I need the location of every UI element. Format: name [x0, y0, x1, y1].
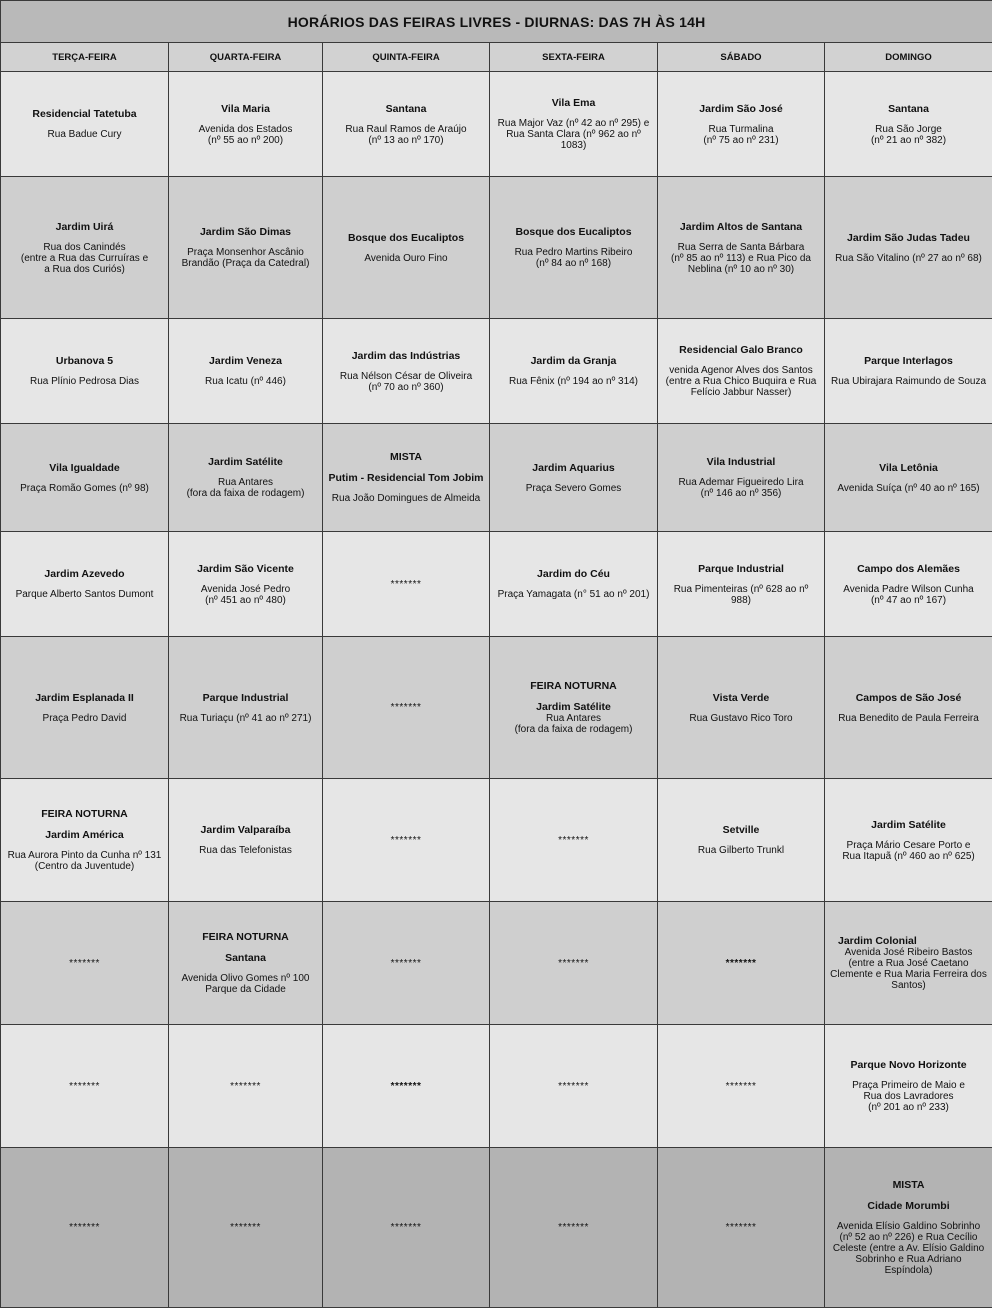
weekday-header-row [1, 43, 992, 72]
neighborhood-name: Jardim Colonial [830, 935, 987, 947]
schedule-row [1, 532, 992, 637]
neighborhood-name: Campos de São José [830, 692, 987, 704]
schedule-row [1, 72, 992, 177]
neighborhood-name: Jardim São Dimas [174, 226, 317, 238]
neighborhood-name: Urbanova 5 [6, 355, 163, 367]
fair-cell [658, 177, 825, 319]
fair-cell [1, 72, 169, 177]
schedule-row [1, 637, 992, 779]
no-fair-placeholder: ******* [558, 835, 589, 846]
neighborhood-name: Vista Verde [663, 692, 819, 704]
fair-cell [490, 319, 658, 424]
fair-cell [1, 779, 169, 902]
fair-cell [658, 637, 825, 779]
fair-address: Avenida Suíça (nº 40 ao nº 165) [830, 483, 987, 494]
fair-address: Praça Primeiro de Maio e Rua dos Lavradores (nº 201 ao nº 233) [830, 1080, 987, 1113]
schedule-row [1, 902, 992, 1025]
fair-type-label: MISTA [328, 451, 484, 463]
fair-address: Rua São Jorge (nº 21 ao nº 382) [830, 124, 987, 146]
fair-address: Rua Turiaçu (nº 41 ao nº 271) [174, 713, 317, 724]
fair-address: Rua Fênix (nº 194 ao nº 314) [495, 376, 652, 387]
fair-address: Rua Gilberto Trunkl [663, 845, 819, 856]
no-fair-placeholder: ******* [230, 1081, 261, 1092]
schedule-row [1, 1025, 992, 1148]
schedule-row [1, 177, 992, 319]
neighborhood-name: Vila Industrial [663, 456, 819, 468]
no-fair-placeholder: ******* [69, 958, 100, 969]
fair-cell [490, 177, 658, 319]
neighborhood-name: Jardim São José [663, 103, 819, 115]
fair-cell [169, 637, 323, 779]
no-fair-placeholder: ******* [391, 702, 422, 713]
neighborhood-name: Jardim do Céu [495, 568, 652, 580]
neighborhood-name: Vila Igualdade [6, 462, 163, 474]
fair-address: Rua dos Canindés (entre a Rua das Curruíras e a Rua dos Curiós) [6, 242, 163, 275]
fair-cell [323, 902, 490, 1025]
neighborhood-name: Parque Industrial [174, 692, 317, 704]
fair-cell [169, 532, 323, 637]
fair-address: Praça Yamagata (n° 51 ao nº 201) [495, 589, 652, 600]
no-fair-placeholder: ******* [69, 1081, 100, 1092]
fair-type-label: FEIRA NOTURNA [495, 680, 652, 692]
fair-type-label: FEIRA NOTURNA [6, 808, 163, 820]
fair-cell [490, 902, 658, 1025]
no-fair-placeholder: ******* [558, 1081, 589, 1092]
fair-cell [323, 424, 490, 532]
neighborhood-name: Santana [328, 103, 484, 115]
fair-cell [323, 532, 490, 637]
neighborhood-name: Jardim São Judas Tadeu [830, 232, 987, 244]
fair-cell [169, 902, 323, 1025]
no-fair-placeholder: ******* [726, 1222, 757, 1233]
neighborhood-name: Jardim Esplanada II [6, 692, 163, 704]
neighborhood-name: Vila Maria [174, 103, 317, 115]
neighborhood-name: Jardim Uirá [6, 221, 163, 233]
fair-address: Rua João Domingues de Almeida [328, 493, 484, 504]
fair-cell [825, 532, 992, 637]
fair-cell [1, 1025, 169, 1148]
neighborhood-name: Residencial Galo Branco [663, 344, 819, 356]
fair-cell [490, 779, 658, 902]
fair-cell [825, 779, 992, 902]
fair-cell [323, 779, 490, 902]
neighborhood-name: Vila Letônia [830, 462, 987, 474]
fair-address: Rua São Vitalino (nº 27 ao nº 68) [830, 253, 987, 264]
fair-cell [1, 177, 169, 319]
schedule-row [1, 779, 992, 902]
fair-address: Rua Serra de Santa Bárbara (nº 85 ao nº 113) e Rua Pico da Neblina (nº 10 ao nº 30) [663, 242, 819, 275]
neighborhood-name: Jardim Satélite [495, 701, 652, 713]
fair-address: Rua Nélson César de Oliveira (nº 70 ao nº 360) [328, 371, 484, 393]
neighborhood-name: Cidade Morumbi [830, 1200, 987, 1212]
fair-cell [323, 1025, 490, 1148]
fair-address: Rua Badue Cury [6, 129, 163, 140]
fair-address: Avenida Elísio Galdino Sobrinho (nº 52 ao nº 226) e Rua Cecílio Celeste (entre a Av. Elísio Galdino Sobrinho e Rua Adriano Espíndola) [830, 1221, 987, 1276]
neighborhood-name: Jardim Altos de Santana [663, 221, 819, 233]
fair-address: Rua Major Vaz (nº 42 ao nº 295) e Rua Santa Clara (nº 962 ao nº 1083) [495, 118, 652, 151]
no-fair-placeholder: ******* [391, 835, 422, 846]
fair-cell [825, 1025, 992, 1148]
fair-address: Rua Raul Ramos de Araújo (nº 13 ao nº 170) [328, 124, 484, 146]
fair-cell [658, 902, 825, 1025]
neighborhood-name: Santana [830, 103, 987, 115]
fair-address: Rua Pedro Martins Ribeiro (nº 84 ao nº 168) [495, 247, 652, 269]
fair-cell [169, 319, 323, 424]
fair-cell [1, 637, 169, 779]
neighborhood-name: Jardim América [6, 829, 163, 841]
schedule-row [1, 424, 992, 532]
neighborhood-name: Jardim Satélite [830, 819, 987, 831]
fair-cell [1, 532, 169, 637]
schedule-row [1, 319, 992, 424]
weekday-header: TERÇA-FEIRA [1, 43, 169, 72]
fair-cell [1, 902, 169, 1025]
fair-address: Avenida Olivo Gomes nº 100 Parque da Cidade [174, 973, 317, 995]
fair-cell [490, 72, 658, 177]
fair-cell [490, 637, 658, 779]
fair-address: Avenida José Ribeiro Bastos (entre a Rua José Caetano Clemente e Rua Maria Ferreira dos Santos) [830, 947, 987, 991]
fair-cell [323, 637, 490, 779]
fair-address: Parque Alberto Santos Dumont [6, 589, 163, 600]
fair-address: Rua Benedito de Paula Ferreira [830, 713, 987, 724]
fair-cell [1, 319, 169, 424]
fair-cell [490, 424, 658, 532]
no-fair-placeholder: ******* [726, 1081, 757, 1092]
fair-address: Praça Romão Gomes (nº 98) [6, 483, 163, 494]
weekday-header: QUARTA-FEIRA [169, 43, 323, 72]
fair-address: Rua Turmalina (nº 75 ao nº 231) [663, 124, 819, 146]
fair-address: Praça Mário Cesare Porto e Rua Itapuã (nº 460 ao nº 625) [830, 840, 987, 862]
no-fair-placeholder: ******* [69, 1222, 100, 1233]
fair-cell [658, 72, 825, 177]
fair-address: Rua das Telefonistas [174, 845, 317, 856]
neighborhood-name: Jardim das Indústrias [328, 350, 484, 362]
fair-cell [490, 532, 658, 637]
fair-cell [658, 779, 825, 902]
neighborhood-name: Jardim Satélite [174, 456, 317, 468]
fair-address: Avenida José Pedro (nº 451 ao nº 480) [174, 584, 317, 606]
neighborhood-name: Setville [663, 824, 819, 836]
fair-address: Praça Monsenhor Ascânio Brandão (Praça da Catedral) [174, 247, 317, 269]
fair-cell [825, 424, 992, 532]
fair-cell [169, 424, 323, 532]
no-fair-placeholder: ******* [558, 1222, 589, 1233]
fair-cell [490, 1025, 658, 1148]
neighborhood-name: Putim - Residencial Tom Jobim [328, 472, 484, 484]
neighborhood-name: Jardim da Granja [495, 355, 652, 367]
fair-address: Rua Plínio Pedrosa Dias [6, 376, 163, 387]
neighborhood-name: Bosque dos Eucaliptos [328, 232, 484, 244]
neighborhood-name: Parque Industrial [663, 563, 819, 575]
neighborhood-name: Jardim Veneza [174, 355, 317, 367]
fair-address: Rua Aurora Pinto da Cunha nº 131 (Centro da Juventude) [6, 850, 163, 872]
neighborhood-name: Vila Ema [495, 97, 652, 109]
fair-cell [658, 424, 825, 532]
weekday-header: QUINTA-FEIRA [323, 43, 490, 72]
no-fair-placeholder: ******* [391, 579, 422, 590]
neighborhood-name: Jardim Azevedo [6, 568, 163, 580]
fair-address: Rua Antares (fora da faixa de rodagem) [495, 713, 652, 735]
fair-cell [1, 424, 169, 532]
no-fair-placeholder: ******* [558, 958, 589, 969]
fair-address: Rua Gustavo Rico Toro [663, 713, 819, 724]
fair-cell [169, 1025, 323, 1148]
neighborhood-name: Parque Novo Horizonte [830, 1059, 987, 1071]
fair-cell [323, 319, 490, 424]
no-fair-placeholder: ******* [391, 1081, 422, 1092]
neighborhood-name: Parque Interlagos [830, 355, 987, 367]
fair-cell [825, 177, 992, 319]
neighborhood-name: Jardim São Vicente [174, 563, 317, 575]
weekday-header: SEXTA-FEIRA [490, 43, 658, 72]
neighborhood-name: Jardim Aquarius [495, 462, 652, 474]
table-title: HORÁRIOS DAS FEIRAS LIVRES - DIURNAS: DAS 7H ÀS 14H [1, 1, 992, 43]
neighborhood-name: Campo dos Alemães [830, 563, 987, 575]
fair-address: Rua Pimenteiras (nº 628 ao nº 988) [663, 584, 819, 606]
weekday-header: DOMINGO [825, 43, 992, 72]
fair-cell [658, 319, 825, 424]
fair-cell [323, 72, 490, 177]
no-fair-placeholder: ******* [391, 958, 422, 969]
fair-cell [825, 72, 992, 177]
fair-cell [825, 637, 992, 779]
neighborhood-name: Jardim Valparaíba [174, 824, 317, 836]
no-fair-placeholder: ******* [230, 1222, 261, 1233]
no-fair-placeholder: ******* [726, 958, 757, 969]
weekday-header: SÁBADO [658, 43, 825, 72]
neighborhood-name: Bosque dos Eucaliptos [495, 226, 652, 238]
fair-address: Avenida Padre Wilson Cunha (nº 47 ao nº 167) [830, 584, 987, 606]
fair-cell [658, 532, 825, 637]
fair-type-label: FEIRA NOTURNA [174, 931, 317, 943]
fair-address: venida Agenor Alves dos Santos (entre a Rua Chico Buquira e Rua Felício Jabbur Nasser) [663, 365, 819, 398]
fair-address: Avenida Ouro Fino [328, 253, 484, 264]
fair-address: Rua Icatu (nº 446) [174, 376, 317, 387]
fair-address: Praça Severo Gomes [495, 483, 652, 494]
fair-cell [825, 319, 992, 424]
fair-address: Rua Antares (fora da faixa de rodagem) [174, 477, 317, 499]
fair-cell [169, 72, 323, 177]
fair-address: Avenida dos Estados (nº 55 ao nº 200) [174, 124, 317, 146]
neighborhood-name: Residencial Tatetuba [6, 108, 163, 120]
fair-cell [323, 177, 490, 319]
fair-address: Rua Ubirajara Raimundo de Souza [830, 376, 987, 387]
neighborhood-name: Santana [174, 952, 317, 964]
fair-cell [169, 779, 323, 902]
fair-cell [825, 902, 992, 1025]
fair-cell [658, 1025, 825, 1148]
fair-cell [169, 177, 323, 319]
no-fair-placeholder: ******* [391, 1222, 422, 1233]
fair-type-label: MISTA [830, 1179, 987, 1191]
fair-address: Rua Ademar Figueiredo Lira (nº 146 ao nº 356) [663, 477, 819, 499]
schedule-body [1, 72, 992, 1308]
fair-address: Praça Pedro David [6, 713, 163, 724]
